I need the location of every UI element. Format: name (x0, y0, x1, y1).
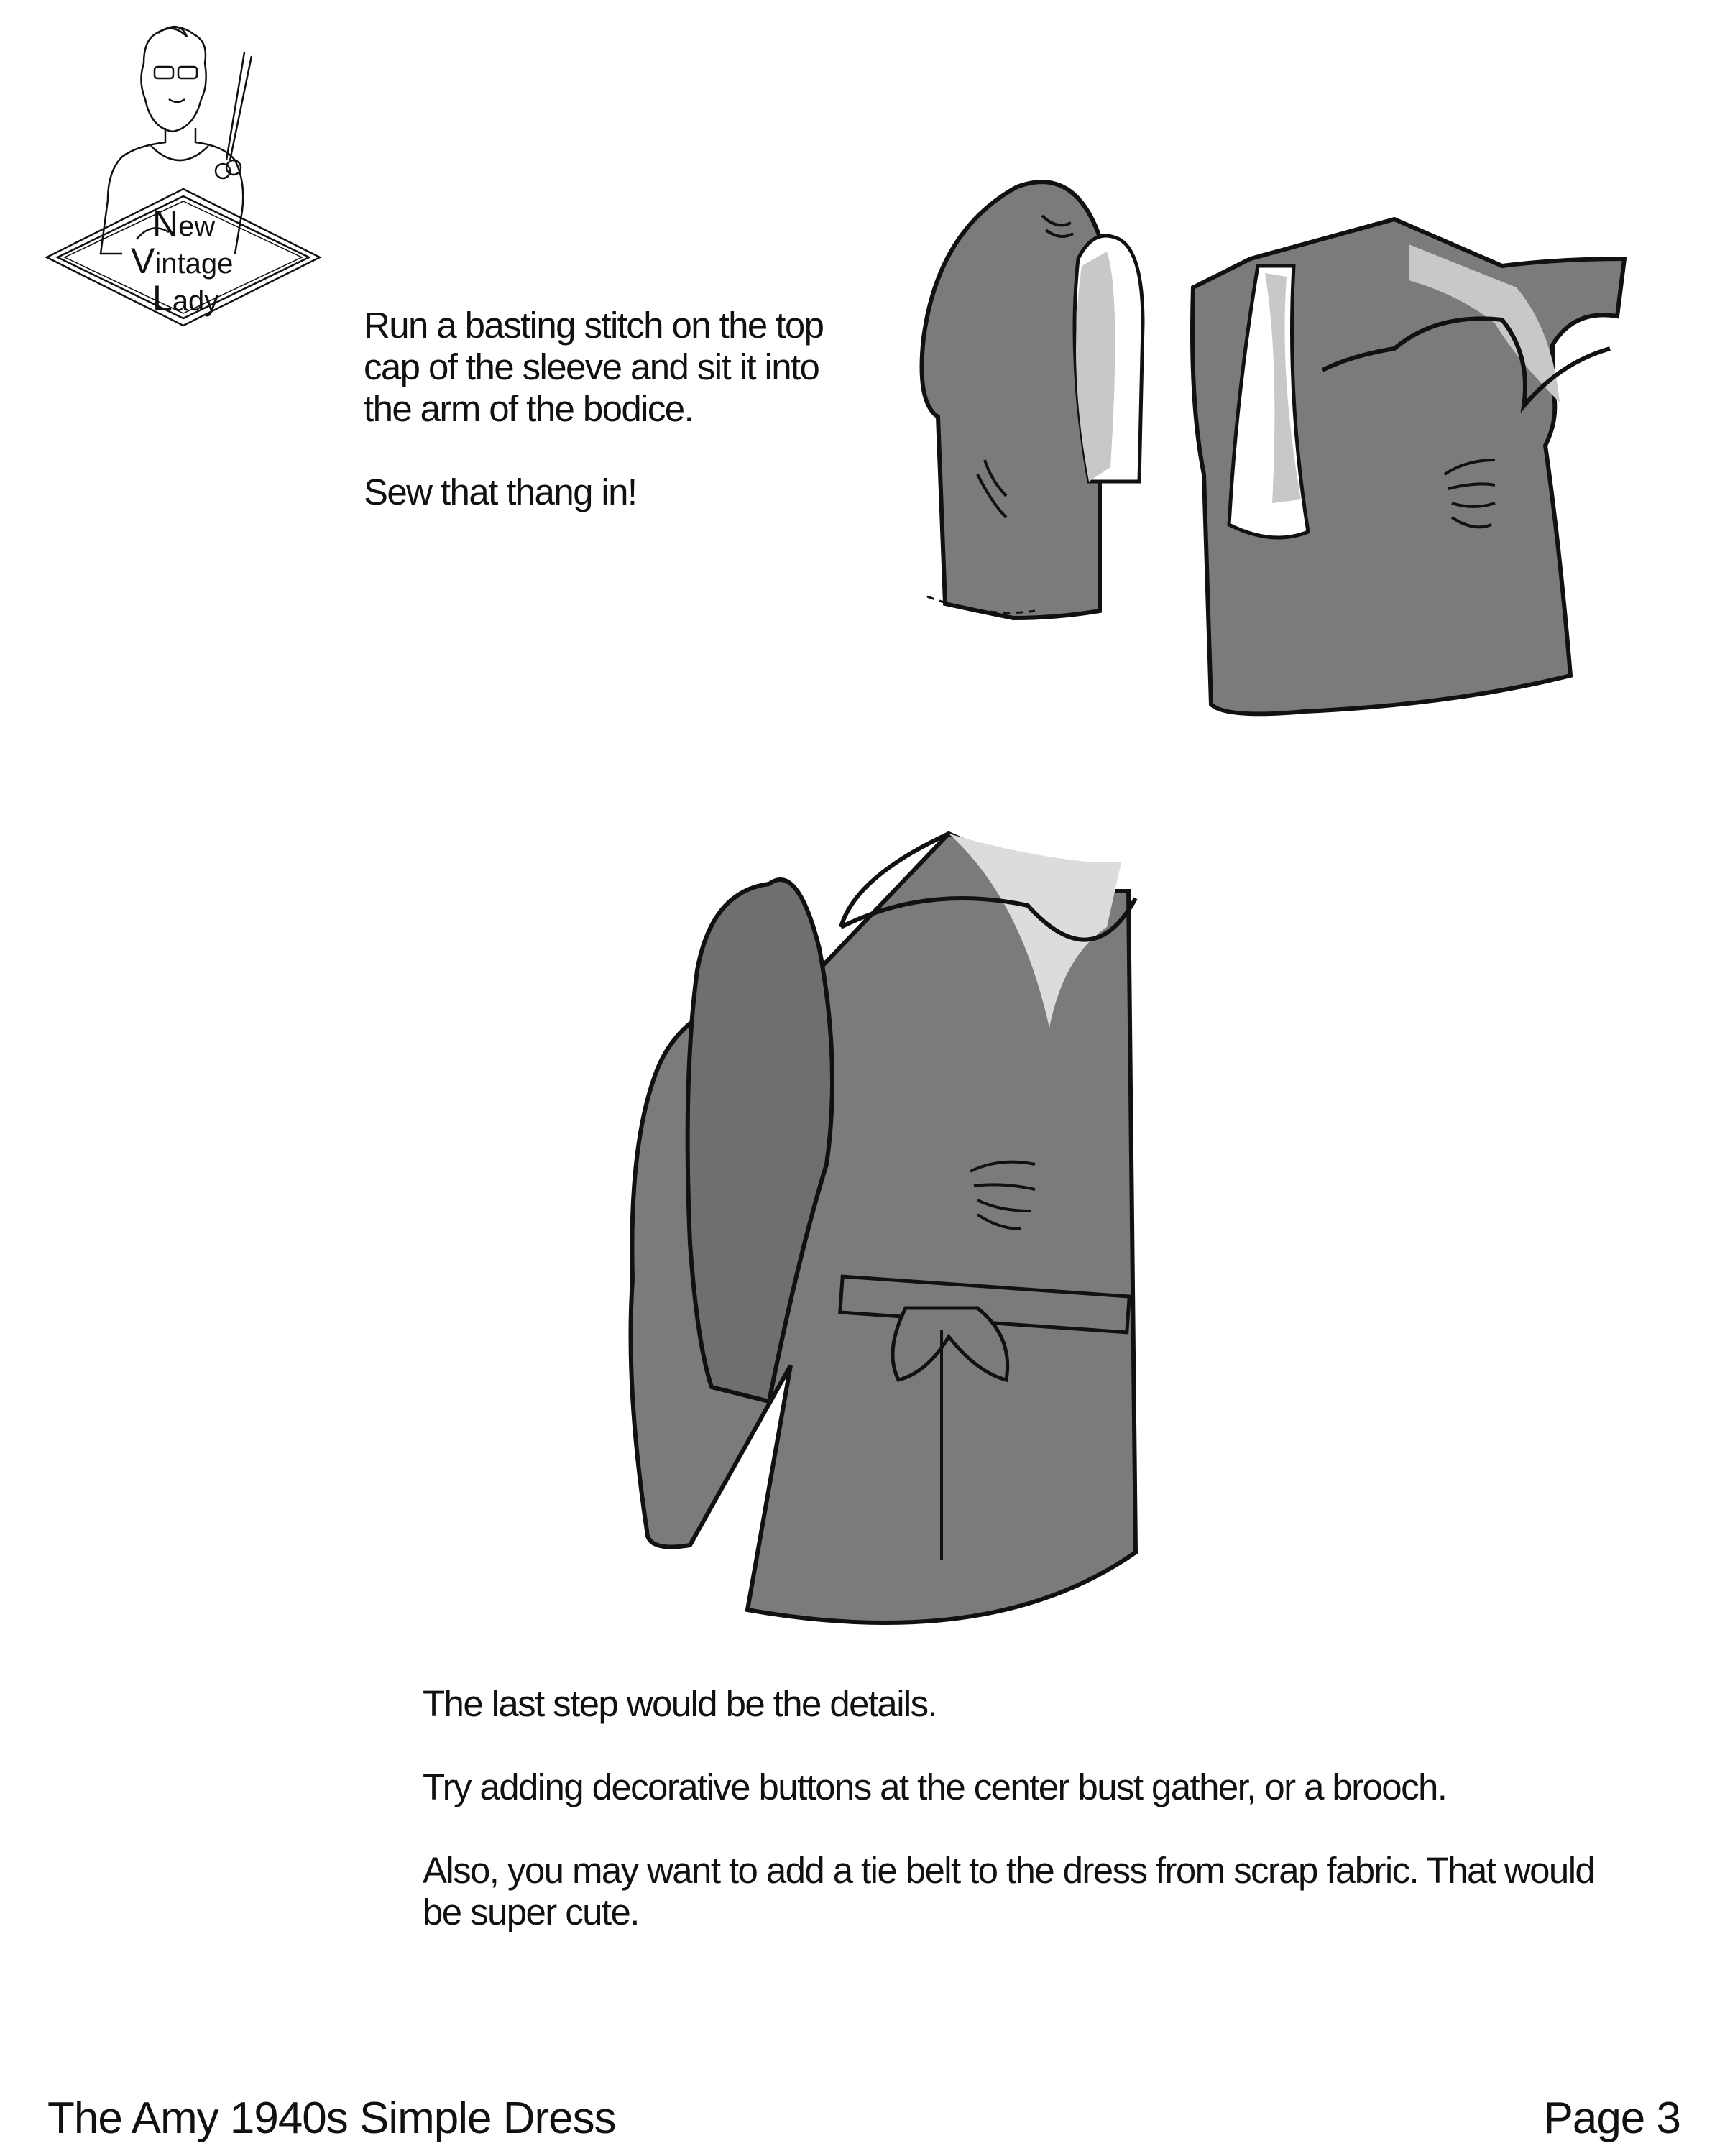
logo-vintage: Vintage (131, 241, 234, 281)
step2-instructions (423, 1683, 1601, 1975)
step1-paragraph: Sew that thang in! (364, 471, 637, 512)
logo-new: New (152, 203, 216, 244)
step2-paragraph: Also, you may want to add a tie belt to the dress from scrap fabric. That would be super cute. (423, 1850, 1595, 1932)
logo-lady: Lady (152, 278, 219, 318)
assembled-dress-illustration (647, 826, 1222, 1639)
step1-instructions (364, 305, 867, 555)
step2-paragraph: The last step would be the details. (423, 1683, 937, 1724)
bodice-illustration (1193, 216, 1653, 776)
sleeve-illustration (898, 172, 1200, 676)
footer-page-number: Page 3 (1543, 2093, 1680, 2143)
new-vintage-lady-logo (29, 20, 345, 336)
footer-document-title: The Amy 1940s Simple Dress (47, 2093, 616, 2143)
step1-paragraph: Run a basting stitch on the top cap of the sleeve and sit it into the arm of the bodice. (364, 305, 824, 429)
step2-paragraph: Try adding decorative buttons at the center bust gather, or a brooch. (423, 1766, 1447, 1807)
